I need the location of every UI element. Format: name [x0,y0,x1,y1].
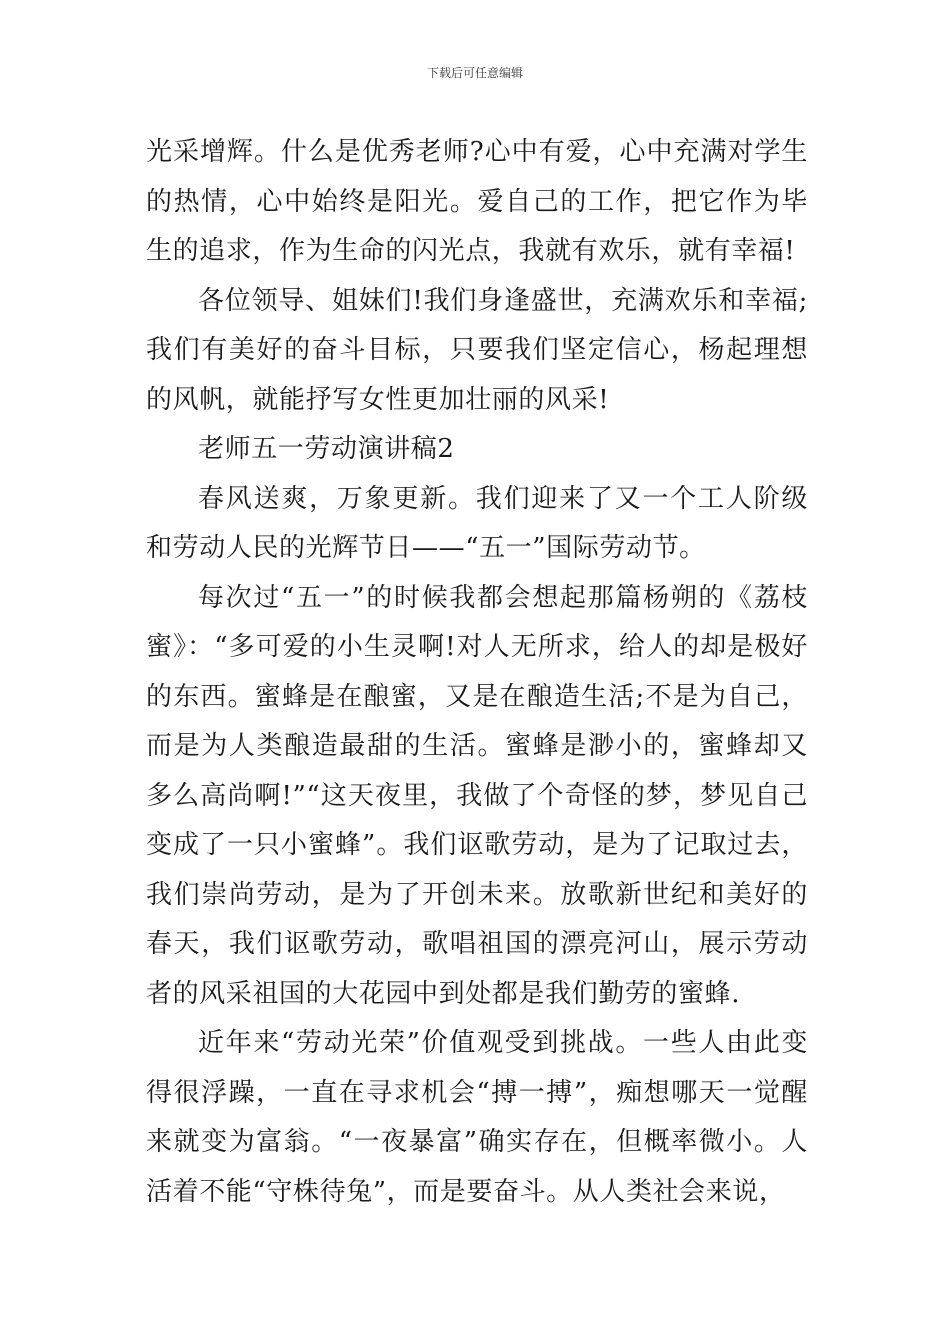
paragraph-lizhimi: 每次过“五一”的时候我都会想起那篇杨朔的《荔枝蜜》：“多可爱的小生灵啊!对人无所求，给人的却是极好的东西。蜜蜂是在酿蜜，又是在酿造生活;不是为自己，而是为人类酿造最甜的生活。蜜蜂是渺小的，蜜蜂却又多么高尚啊!”“这天夜里，我做了个奇怪的梦，梦见自己变成了一只小蜜蜂”。我们讴歌劳动，是为了记取过去，我们崇尚劳动，是为了开创未来。放歌新世纪和美好的春天，我们讴歌劳动，歌唱祖国的漂亮河山，展示劳动者的风采祖国的大花园中到处都是我们勤劳的蜜蜂. [146,582,808,1009]
body-text [146,128,808,1217]
paragraph-recent-years: 近年来“劳动光荣”价值观受到挑战。一些人由此变得很浮躁，一直在寻求机会“搏一搏”，痴想哪天一觉醒来就变为富翁。“一夜暴富”确实存在，但概率微小。人活着不能“守株待兔”，而是要奋斗。从人类社会来说， [146,1028,808,1207]
header-note: 下载后可任意编辑 [426,66,523,80]
paragraph-spring: 春风送爽，万象更新。我们迎来了又一个工人阶级和劳动人民的光辉节日——“五一”国际劳动节。 [146,483,808,563]
section-title: 老师五一劳动演讲稿2 [198,434,455,464]
paragraph-leaders: 各位领导、姐妹们!我们身逢盛世，充满欢乐和幸福;我们有美好的奋斗目标，只要我们坚定信心，杨起理想的风帆，就能抒写女性更加壮丽的风采! [146,285,808,415]
paragraph-continuation: 光采增辉。什么是优秀老师?心中有爱，心中充满对学生的热情，心中始终是阳光。爱自己的工作，把它作为毕生的追求，作为生命的闪光点，我就有欢乐，就有幸福! [146,137,808,266]
